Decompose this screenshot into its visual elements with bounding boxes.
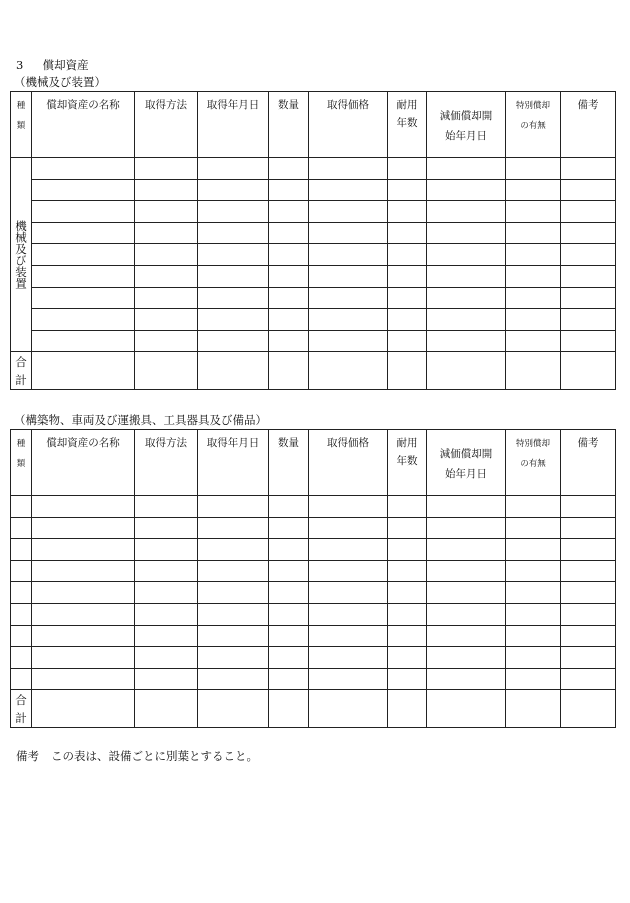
cell-special[interactable] [506, 625, 561, 647]
header-name: 償却資産の名称 [32, 430, 135, 496]
cell-life[interactable] [388, 647, 427, 669]
cell-method[interactable] [135, 309, 198, 331]
table-row [11, 222, 616, 244]
section-title [16, 57, 89, 73]
cell-dep-start[interactable] [427, 244, 506, 266]
total-cell[interactable] [269, 690, 309, 728]
section-heading: 償却資産 [42, 58, 89, 72]
cell-price[interactable] [309, 265, 388, 287]
cell-date[interactable] [198, 496, 269, 518]
table-row [11, 668, 616, 690]
cell-name[interactable] [32, 330, 135, 352]
cell-dep-start[interactable] [427, 330, 506, 352]
cell-life[interactable] [388, 265, 427, 287]
cell-dep-start[interactable] [427, 265, 506, 287]
cell-qty[interactable] [269, 179, 309, 201]
cell-date[interactable] [198, 330, 269, 352]
cell-life[interactable] [388, 603, 427, 625]
cell-method[interactable] [135, 330, 198, 352]
cell-price[interactable] [309, 668, 388, 690]
cell-remarks[interactable] [561, 222, 616, 244]
total-cell[interactable] [32, 690, 135, 728]
cell-qty[interactable] [269, 309, 309, 331]
table-row [11, 539, 616, 561]
total-cell[interactable] [388, 352, 427, 390]
cell-price[interactable] [309, 496, 388, 518]
cell-life[interactable] [388, 668, 427, 690]
total-cell[interactable] [309, 352, 388, 390]
cell-date[interactable] [198, 647, 269, 669]
structures-table-body [11, 496, 616, 690]
cell-remarks[interactable] [561, 265, 616, 287]
cell-date[interactable] [198, 560, 269, 582]
header-special-depreciation: 特別償却 の有無 [506, 92, 561, 158]
cell-method[interactable] [135, 158, 198, 180]
header-price: 取得価格 [309, 92, 388, 158]
header-life: 耐用 年数 [388, 92, 427, 158]
cell-qty[interactable] [269, 668, 309, 690]
header-life: 耐用 年数 [388, 430, 427, 496]
cell-qty[interactable] [269, 244, 309, 266]
cell-price[interactable] [309, 330, 388, 352]
cell-method[interactable] [135, 265, 198, 287]
cell-life[interactable] [388, 179, 427, 201]
cell-dep-start[interactable] [427, 496, 506, 518]
table-row [11, 647, 616, 669]
cell-kind[interactable] [11, 582, 32, 604]
cell-date[interactable] [198, 179, 269, 201]
cell-dep-start[interactable] [427, 309, 506, 331]
cell-kind[interactable] [11, 539, 32, 561]
cell-price[interactable] [309, 201, 388, 223]
cell-remarks[interactable] [561, 560, 616, 582]
cell-dep-start[interactable] [427, 647, 506, 669]
cell-special[interactable] [506, 309, 561, 331]
cell-price[interactable] [309, 539, 388, 561]
cell-method[interactable] [135, 179, 198, 201]
cell-dep-start[interactable] [427, 287, 506, 309]
cell-special[interactable] [506, 517, 561, 539]
cell-kind[interactable] [11, 517, 32, 539]
cell-price[interactable] [309, 158, 388, 180]
cell-date[interactable] [198, 603, 269, 625]
cell-remarks[interactable] [561, 625, 616, 647]
cell-life[interactable] [388, 244, 427, 266]
total-cell[interactable] [198, 352, 269, 390]
cell-qty[interactable] [269, 158, 309, 180]
cell-date[interactable] [198, 539, 269, 561]
cell-qty[interactable] [269, 625, 309, 647]
cell-name[interactable] [32, 201, 135, 223]
cell-method[interactable] [135, 244, 198, 266]
header-qty: 数量 [269, 430, 309, 496]
cell-name[interactable] [32, 582, 135, 604]
cell-remarks[interactable] [561, 582, 616, 604]
cell-life[interactable] [388, 625, 427, 647]
cell-remarks[interactable] [561, 517, 616, 539]
cell-price[interactable] [309, 287, 388, 309]
cell-qty[interactable] [269, 539, 309, 561]
cell-name[interactable] [32, 265, 135, 287]
cell-name[interactable] [32, 560, 135, 582]
cell-life[interactable] [388, 287, 427, 309]
cell-special[interactable] [506, 539, 561, 561]
cell-dep-start[interactable] [427, 179, 506, 201]
cell-name[interactable] [32, 222, 135, 244]
cell-life[interactable] [388, 496, 427, 518]
header-name: 償却資産の名称 [32, 92, 135, 158]
header-special-depreciation: 特別償却 の有無 [506, 430, 561, 496]
cell-remarks[interactable] [561, 539, 616, 561]
table-row [11, 201, 616, 223]
cell-remarks[interactable] [561, 244, 616, 266]
cell-price[interactable] [309, 244, 388, 266]
cell-name[interactable] [32, 309, 135, 331]
cell-dep-start[interactable] [427, 625, 506, 647]
machinery-table-body [11, 158, 616, 352]
cell-method[interactable] [135, 201, 198, 223]
structures-table [10, 429, 616, 728]
cell-remarks[interactable] [561, 603, 616, 625]
cell-qty[interactable] [269, 201, 309, 223]
cell-remarks[interactable] [561, 201, 616, 223]
table-row [11, 287, 616, 309]
header-row [11, 92, 616, 158]
cell-remarks[interactable] [561, 287, 616, 309]
header-date: 取得年月日 [198, 430, 269, 496]
cell-date[interactable] [198, 158, 269, 180]
section-number: 3 [16, 58, 24, 72]
cell-dep-start[interactable] [427, 158, 506, 180]
cell-price[interactable] [309, 309, 388, 331]
cell-kind[interactable] [11, 560, 32, 582]
cell-remarks[interactable] [561, 309, 616, 331]
cell-dep-start[interactable] [427, 517, 506, 539]
header-price: 取得価格 [309, 430, 388, 496]
header-depreciation-start: 減価償却開 始年月日 [427, 430, 506, 496]
cell-name[interactable] [32, 625, 135, 647]
total-row [11, 352, 616, 390]
cell-price[interactable] [309, 517, 388, 539]
cell-method[interactable] [135, 539, 198, 561]
cell-date[interactable] [198, 668, 269, 690]
cell-price[interactable] [309, 582, 388, 604]
table-row [11, 625, 616, 647]
cell-name[interactable] [32, 244, 135, 266]
cell-method[interactable] [135, 668, 198, 690]
total-cell[interactable] [198, 690, 269, 728]
header-method: 取得方法 [135, 430, 198, 496]
cell-date[interactable] [198, 265, 269, 287]
cell-qty[interactable] [269, 603, 309, 625]
total-cell[interactable] [561, 352, 616, 390]
table2-subtitle: （構築物、車両及び運搬具、工具器具及び備品） [14, 413, 267, 427]
cell-price[interactable] [309, 603, 388, 625]
total-label: 合 計 [11, 352, 32, 390]
cell-method[interactable] [135, 222, 198, 244]
cell-date[interactable] [198, 582, 269, 604]
cell-life[interactable] [388, 158, 427, 180]
table1-subtitle: （機械及び装置） [14, 75, 106, 89]
cell-remarks[interactable] [561, 158, 616, 180]
cell-price[interactable] [309, 625, 388, 647]
header-remarks: 備考 [561, 92, 616, 158]
cell-date[interactable] [198, 201, 269, 223]
cell-qty[interactable] [269, 330, 309, 352]
table-row [11, 496, 616, 518]
machinery-table [10, 91, 616, 390]
cell-special[interactable] [506, 265, 561, 287]
cell-qty[interactable] [269, 647, 309, 669]
cell-dep-start[interactable] [427, 668, 506, 690]
cell-remarks[interactable] [561, 647, 616, 669]
cell-name[interactable] [32, 496, 135, 518]
header-row [11, 430, 616, 496]
cell-special[interactable] [506, 201, 561, 223]
header-depreciation-start: 減価償却開 始年月日 [427, 92, 506, 158]
table-row [11, 330, 616, 352]
cell-kind[interactable] [11, 496, 32, 518]
cell-remarks[interactable] [561, 179, 616, 201]
cell-dep-start[interactable] [427, 539, 506, 561]
cell-special[interactable] [506, 330, 561, 352]
cell-name[interactable] [32, 179, 135, 201]
cell-special[interactable] [506, 244, 561, 266]
total-cell[interactable] [388, 690, 427, 728]
cell-date[interactable] [198, 222, 269, 244]
cell-special[interactable] [506, 647, 561, 669]
cell-dep-start[interactable] [427, 582, 506, 604]
cell-price[interactable] [309, 560, 388, 582]
cell-special[interactable] [506, 582, 561, 604]
cell-price[interactable] [309, 647, 388, 669]
cell-qty[interactable] [269, 582, 309, 604]
total-cell[interactable] [135, 352, 198, 390]
cell-method[interactable] [135, 560, 198, 582]
cell-method[interactable] [135, 496, 198, 518]
cell-qty[interactable] [269, 517, 309, 539]
footnote-text: この表は、設備ごとに別葉とすること。 [51, 749, 258, 763]
total-cell[interactable] [309, 690, 388, 728]
cell-price[interactable] [309, 179, 388, 201]
cell-dep-start[interactable] [427, 201, 506, 223]
total-cell[interactable] [427, 690, 506, 728]
cell-name[interactable] [32, 158, 135, 180]
total-cell[interactable] [506, 352, 561, 390]
table-row [11, 179, 616, 201]
cell-qty[interactable] [269, 496, 309, 518]
total-cell[interactable] [32, 352, 135, 390]
cell-dep-start[interactable] [427, 603, 506, 625]
cell-name[interactable] [32, 668, 135, 690]
cell-life[interactable] [388, 330, 427, 352]
header-kind: 種 類 [11, 430, 32, 496]
cell-dep-start[interactable] [427, 222, 506, 244]
row-label-machinery: 機械及び装置 [11, 158, 32, 352]
table-row [11, 158, 616, 180]
cell-special[interactable] [506, 179, 561, 201]
cell-method[interactable] [135, 287, 198, 309]
cell-kind[interactable] [11, 668, 32, 690]
cell-remarks[interactable] [561, 496, 616, 518]
table-row [11, 517, 616, 539]
table-row [11, 603, 616, 625]
cell-name[interactable] [32, 647, 135, 669]
cell-date[interactable] [198, 287, 269, 309]
cell-name[interactable] [32, 539, 135, 561]
table-row [11, 244, 616, 266]
cell-qty[interactable] [269, 265, 309, 287]
cell-dep-start[interactable] [427, 560, 506, 582]
cell-kind[interactable] [11, 603, 32, 625]
table-row [11, 265, 616, 287]
table-row [11, 582, 616, 604]
cell-kind[interactable] [11, 625, 32, 647]
total-cell[interactable] [135, 690, 198, 728]
cell-special[interactable] [506, 496, 561, 518]
cell-kind[interactable] [11, 647, 32, 669]
total-label: 合 計 [11, 690, 32, 728]
cell-life[interactable] [388, 517, 427, 539]
table-row [11, 309, 616, 331]
total-cell[interactable] [427, 352, 506, 390]
footnote [16, 748, 258, 764]
cell-price[interactable] [309, 222, 388, 244]
cell-special[interactable] [506, 603, 561, 625]
cell-life[interactable] [388, 309, 427, 331]
cell-qty[interactable] [269, 222, 309, 244]
header-qty: 数量 [269, 92, 309, 158]
table-row [11, 560, 616, 582]
header-method: 取得方法 [135, 92, 198, 158]
cell-name[interactable] [32, 603, 135, 625]
cell-method[interactable] [135, 647, 198, 669]
cell-life[interactable] [388, 560, 427, 582]
cell-date[interactable] [198, 244, 269, 266]
cell-qty[interactable] [269, 560, 309, 582]
cell-remarks[interactable] [561, 668, 616, 690]
cell-name[interactable] [32, 287, 135, 309]
cell-method[interactable] [135, 582, 198, 604]
cell-method[interactable] [135, 517, 198, 539]
cell-date[interactable] [198, 517, 269, 539]
cell-qty[interactable] [269, 287, 309, 309]
total-row [11, 690, 616, 728]
cell-special[interactable] [506, 222, 561, 244]
footnote-label: 備考 [16, 749, 39, 763]
cell-special[interactable] [506, 158, 561, 180]
cell-life[interactable] [388, 201, 427, 223]
cell-method[interactable] [135, 603, 198, 625]
cell-special[interactable] [506, 560, 561, 582]
total-cell[interactable] [506, 690, 561, 728]
total-cell[interactable] [269, 352, 309, 390]
header-date: 取得年月日 [198, 92, 269, 158]
cell-date[interactable] [198, 625, 269, 647]
total-cell[interactable] [561, 690, 616, 728]
cell-special[interactable] [506, 287, 561, 309]
cell-method[interactable] [135, 625, 198, 647]
cell-date[interactable] [198, 309, 269, 331]
cell-life[interactable] [388, 582, 427, 604]
header-kind: 種 類 [11, 92, 32, 158]
cell-special[interactable] [506, 668, 561, 690]
cell-life[interactable] [388, 539, 427, 561]
header-remarks: 備考 [561, 430, 616, 496]
cell-life[interactable] [388, 222, 427, 244]
cell-name[interactable] [32, 517, 135, 539]
cell-remarks[interactable] [561, 330, 616, 352]
